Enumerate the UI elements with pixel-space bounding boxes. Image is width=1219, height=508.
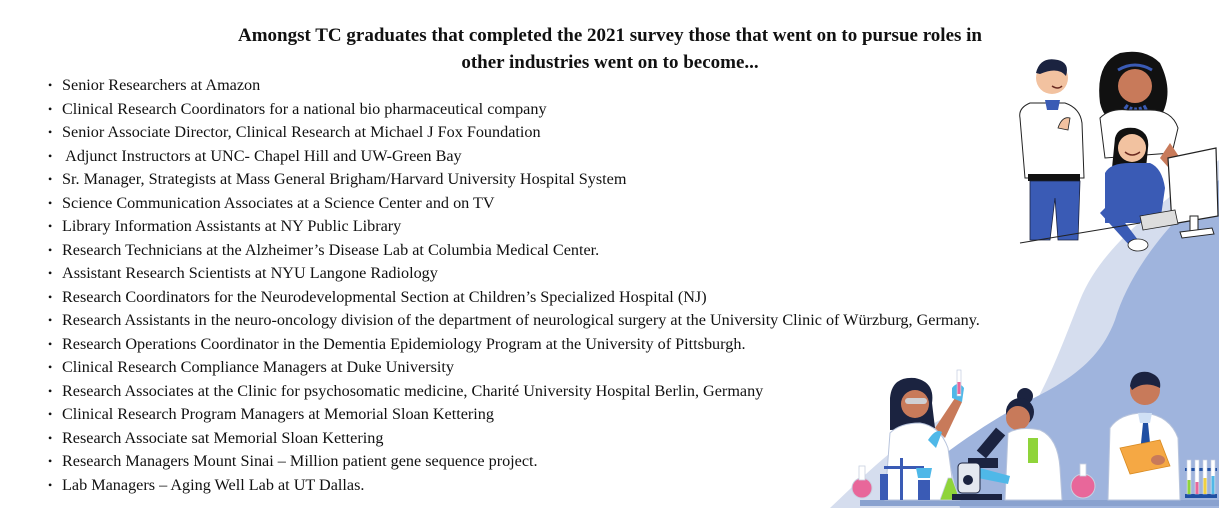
title-line-1: Amongst TC graduates that completed the 2021 survey those that went on to pursue roles in — [238, 25, 982, 46]
list-item: • Research Associates at the Clinic for psychosomatic medicine, Charité University Hospital Berlin, Germany — [0, 380, 980, 404]
bullet-icon: • — [48, 101, 53, 116]
bullet-icon: • — [48, 430, 53, 445]
bullet-icon: • — [48, 454, 53, 468]
bullet-icon: • — [48, 78, 53, 92]
list-item: • Senior Researchers at Amazon — [0, 74, 980, 98]
bullet-icon: • — [48, 313, 53, 327]
scientist-man-notebook — [1108, 372, 1180, 500]
list-item: • Lab Managers – Aging Well Lab at UT Dallas. — [0, 474, 980, 498]
roles-list — [0, 74, 980, 497]
title-line-2: other industries went on to become... — [461, 52, 759, 73]
bullet-icon: • — [48, 195, 53, 210]
list-item: • Sr. Manager, Strategists at Mass General Brigham/Harvard University Hospital System — [0, 168, 980, 192]
list-item: • Senior Associate Director, Clinical Research at Michael J Fox Foundation — [0, 121, 980, 145]
bullet-icon: • — [48, 289, 53, 304]
list-item: • Adjunct Instructors at UNC- Chapel Hill and UW-Green Bay — [0, 145, 980, 169]
list-item: • Science Communication Associates at a Science Center and on TV — [0, 192, 980, 216]
bench — [860, 500, 1219, 506]
list-item: • Research Assistants in the neuro-oncology division of the department of neurological surgery at the University Clinic of Würzburg, Germany. — [0, 309, 980, 333]
bullet-icon: • — [48, 383, 53, 398]
list-item: • Research Technicians at the Alzheimer’s Disease Lab at Columbia Medical Center. — [0, 239, 980, 263]
man-figure — [1020, 59, 1084, 240]
bullet-icon: • — [48, 477, 53, 492]
list-item: • Clinical Research Compliance Managers at Duke University — [0, 356, 980, 380]
bullet-icon: • — [48, 336, 53, 351]
list-item: • Research Coordinators for the Neurodevelopmental Section at Children’s Specialized Hospital (NJ) — [0, 286, 980, 310]
list-item: • Research Managers Mount Sinai – Million patient gene sequence project. — [0, 450, 980, 474]
bullet-icon: • — [48, 266, 53, 280]
list-item: • Library Information Assistants at NY Public Library — [0, 215, 980, 239]
bullet-icon: • — [48, 148, 53, 163]
office-team-illustration — [1000, 48, 1219, 258]
list-item: • Assistant Research Scientists at NYU Langone Radiology — [0, 262, 980, 286]
bullet-icon: • — [48, 125, 53, 139]
test-tube-rack — [1185, 460, 1217, 498]
list-item: • Clinical Research Coordinators for a national bio pharmaceutical company — [0, 98, 980, 122]
bullet-icon: • — [48, 172, 53, 186]
bullet-icon: • — [48, 407, 53, 421]
bullet-icon: • — [48, 242, 53, 257]
round-flask — [1071, 464, 1095, 498]
list-item: • Research Operations Coordinator in the Dementia Epidemiology Program at the University of Pittsburgh. — [0, 333, 980, 357]
bullet-icon: • — [48, 219, 53, 233]
bullet-icon: • — [48, 360, 53, 374]
list-item: • Clinical Research Program Managers at Memorial Sloan Kettering — [0, 403, 980, 427]
page-title — [150, 22, 1070, 76]
list-item: • Research Associate sat Memorial Sloan Kettering — [0, 427, 980, 451]
